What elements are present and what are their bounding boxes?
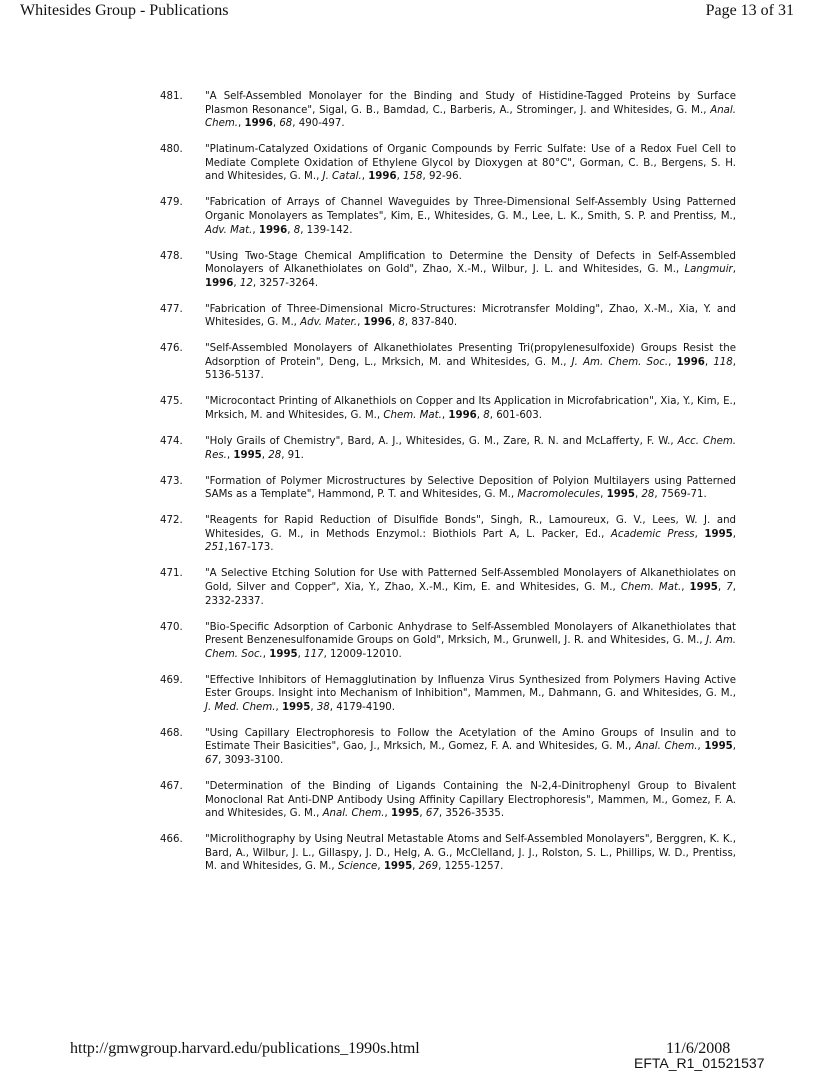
citation-text: , 2332-2337. (205, 581, 736, 607)
citation-text: "Holy Grails of Chemistry", Bard, A. J., Whitesides, G. M., Zare, R. N. and McLafferty, F. W., (205, 436, 678, 448)
document-id: EFTA_R1_01521537 (634, 1055, 765, 1071)
citation-italic-text: J. Am. Chem. Soc. (571, 356, 669, 368)
citation-year: 1995 (281, 701, 311, 713)
citation-text: "Using Capillary Electrophoresis to Follow the Acetylation of the Amino Groups of Insulin and to Estimate Their Basicities", Gao, J., Mrksich, M., Gomez, F. A. and Whitesides, G. M., (205, 727, 736, 753)
citation-italic-text: J. Am. Chem. Soc. (205, 635, 736, 660)
citation-text: , (694, 528, 705, 540)
citation-text: , (391, 317, 399, 329)
citation-italic-text: Adv. Mater. (300, 317, 358, 329)
entry-citation (205, 435, 736, 462)
citation-text: , 91. (281, 449, 304, 461)
entry-number: 473. (160, 475, 183, 487)
publication-entry (160, 514, 736, 555)
citation-text: , (668, 356, 677, 368)
entry-citation (205, 727, 736, 768)
citation-text: , (384, 808, 392, 820)
citation-text: "Microlithography by Using Neutral Metastable Atoms and Self-Assembled Monolayers", Berggren, K. K., Bard, A., Wilbur, J. L., Gillaspy, J. D., Helg, A. G., McClelland, J. J., Rolston, S. L., Phillips, W. D., Prentiss, M. and Whitesides, G. M., (205, 834, 736, 873)
citation-italic-text: 269 (418, 861, 439, 873)
entry-number: 479. (160, 197, 183, 209)
publication-entry (160, 90, 736, 131)
publication-entry (160, 621, 736, 662)
citation-text: , 139-142. (300, 224, 353, 236)
entry-number: 468. (160, 727, 183, 739)
citation-italic-text: Langmuir (684, 264, 733, 276)
citation-italic-text: J. Catal. (322, 171, 362, 183)
citation-year: 1996 (368, 171, 397, 183)
citation-italic-text: 28 (268, 449, 282, 461)
citation-text: , 1255-1257. (438, 861, 504, 873)
header-title: Whitesides Group - Publications (20, 2, 229, 19)
citation-text: , (272, 118, 280, 130)
citation-italic-text: 8 (293, 224, 301, 236)
citation-text: , (732, 264, 736, 276)
footer-url: http://gmwgroup.harvard.edu/publications_1990s.html (70, 1040, 420, 1057)
citation-text: "Platinum-Catalyzed Oxidations of Organic Compounds by Ferric Sulfate: Use of a Redox Fuel Cell to Mediate Complete Oxidation of Ethylene Glycol by Dioxygen at 80°C", Gorman, C. B., Bergens, S. H. and Whitesides, G. M., (205, 144, 736, 183)
citation-text: , 7569-71. (654, 489, 707, 501)
publication-entry (160, 475, 736, 502)
citation-text: , (377, 861, 384, 873)
citation-year: 1995 (233, 449, 262, 461)
citation-text: , 3093-3100. (217, 755, 284, 767)
citation-italic-text: Academic Press (610, 528, 695, 540)
entry-number: 480. (160, 144, 183, 156)
citation-text: , (704, 356, 714, 368)
citation-text: , (476, 410, 484, 422)
citation-text: , (732, 528, 737, 540)
publication-entry (160, 143, 736, 184)
publication-entry (160, 250, 736, 291)
citation-text: , (275, 701, 282, 713)
entry-number: 471. (160, 568, 183, 580)
publication-entry (160, 567, 736, 608)
citation-text: ,167-173. (224, 542, 274, 554)
citation-text: "Determination of the Binding of Ligands Containing the N-2,4-Dinitrophenyl Group to Bivalent Monoclonal Rat Anti-DNP Antibody Using Affinity Capillary Electrophoresis", Mammen, M., Gomez, F. A. and Whitesides, G. M., (205, 781, 736, 820)
citation-italic-text: 158 (403, 171, 423, 183)
citation-italic-text: Macromolecules (517, 489, 601, 501)
entry-citation (205, 475, 736, 502)
page-header (0, 2, 816, 24)
citation-text: , (361, 171, 369, 183)
entry-citation (205, 196, 736, 237)
citation-text: "Fabrication of Arrays of Channel Waveguides by Three-Dimensional Self-Assembly Using Patterned Organic Monolayers as Templates", Kim, E., Whitesides, G. M., Lee, L. K., Smith, S. P. and Prentiss, M., (205, 197, 736, 222)
citation-text: , (697, 741, 705, 753)
entry-number: 481. (160, 91, 183, 102)
page-footer (0, 1040, 816, 1070)
publication-entry (160, 395, 736, 422)
publication-entry (160, 435, 736, 462)
publication-entry (160, 780, 736, 821)
entry-citation (205, 342, 736, 383)
citation-text: , (412, 861, 419, 873)
citation-text: "A Self-Assembled Monolayer for the Binding and Study of Histidine-Tagged Proteins by Surface Plasmon Resonance", Sigal, G. B., Bamdad, C., Barberis, A., Strominger, J. and Whitesides, G. M., (205, 91, 736, 116)
entry-number: 478. (160, 250, 183, 262)
citation-text: , (233, 277, 240, 289)
citation-text: "Bio-Specific Adsorption of Carbonic Anhydrase to Self-Assembled Monolayers of Alkanethiolates that Present Benzenesulfonamide Groups on Gold", Mrksich, M., Grunwell, J. R. and Whitesides, G. M., (205, 621, 736, 647)
entry-citation (205, 514, 736, 555)
citation-text: , (252, 224, 259, 236)
citation-year: 1995 (269, 648, 298, 660)
page-number: Page 13 of 31 (705, 2, 794, 19)
citation-italic-text: 7 (726, 581, 733, 593)
entry-citation (205, 250, 736, 291)
citation-italic-text: Science (337, 861, 378, 873)
citation-text: , 837-840. (404, 317, 458, 329)
entry-citation (205, 674, 736, 715)
citation-text: , (310, 701, 317, 713)
citation-text: "Fabrication of Three-Dimensional Micro-Structures: Microtransfer Molding", Zhao, X.-M., Xia, Y. and Whitesides, G. M., (205, 303, 736, 329)
entry-number: 470. (160, 621, 183, 633)
citation-year: 1996 (244, 118, 273, 130)
citation-year: 1996 (205, 277, 234, 289)
citation-italic-text: 38 (316, 701, 330, 713)
entry-citation (205, 90, 736, 131)
entry-number: 469. (160, 674, 183, 686)
citation-text: , (600, 489, 607, 501)
entry-number: 476. (160, 343, 183, 355)
citation-italic-text: Anal. Chem. (322, 808, 385, 820)
entry-citation (205, 833, 736, 874)
entry-number: 477. (160, 303, 183, 315)
citation-italic-text: 251 (205, 542, 225, 554)
citation-text: , (634, 489, 642, 501)
citation-year: 1995 (689, 581, 718, 593)
publication-entry (160, 674, 736, 715)
citation-text: "Self-Assembled Monolayers of Alkanethiolates Presenting Tri(propylenesulfoxide) Groups Resist the Adsorption of Protein", Deng, L., Mrksich, M. and Whitesides, G. M., (205, 343, 736, 368)
citation-year: 1996 (676, 356, 705, 368)
citation-italic-text: Acc. Chem. Res. (205, 436, 736, 461)
citation-text: "Effective Inhibitors of Hemagglutination by Influenza Virus Synthesized from Polymers Having Active Ester Groups. Insight into Mechanism of Inhibition", Mammen, M., Dahmann, G. and Whitesides, G. M., (205, 674, 736, 700)
citation-text: , (396, 171, 404, 183)
citation-year: 1995 (383, 861, 413, 873)
citation-text: , (261, 449, 269, 461)
citation-italic-text: Anal. Chem. (635, 741, 698, 753)
citation-italic-text: Adv. Mat. (205, 224, 253, 236)
citation-italic-text: 12 (239, 277, 253, 289)
footer-date: 11/6/2008 (666, 1040, 731, 1057)
citation-italic-text: 67 (205, 755, 218, 767)
publication-entry (160, 727, 736, 768)
citation-text: "Microcontact Printing of Alkanethiols on Copper and Its Application in Microfabrication", Xia, Y., Kim, E., Mrksich, M. and Whitesides, G. M., (205, 396, 736, 422)
citation-year: 1995 (704, 528, 733, 540)
citation-text: , (357, 317, 364, 329)
citation-text: , 601-603. (489, 410, 542, 422)
citation-text: , 5136-5137. (205, 356, 737, 382)
publication-entry (160, 342, 736, 383)
citation-text: , (238, 118, 245, 130)
entry-citation (205, 143, 736, 184)
entry-number: 474. (160, 436, 183, 448)
citation-text: , (717, 581, 727, 593)
citation-italic-text: Chem. Mat. (383, 410, 442, 422)
publication-list (160, 90, 736, 886)
citation-italic-text: J. Med. Chem. (205, 701, 276, 713)
citation-text: "Formation of Polymer Microstructures by Selective Deposition of Polyion Multilayers using Patterned SAMs as a Template", Hammond, P. T. and Whitesides, G. M., (205, 475, 736, 501)
entry-number: 466. (160, 834, 183, 846)
citation-text: , 4179-4190. (329, 701, 396, 713)
citation-italic-text: 68 (279, 118, 293, 130)
citation-text: , 490-497. (292, 118, 345, 130)
citation-italic-text: 67 (425, 808, 439, 820)
citation-year: 1996 (363, 317, 392, 329)
citation-italic-text: 28 (641, 489, 655, 501)
publication-entry (160, 303, 736, 330)
citation-italic-text: Chem. Mat. (620, 581, 682, 593)
citation-text: "Reagents for Rapid Reduction of Disulfide Bonds", Singh, R., Lamoureux, G. V., Lees, W. J. and Whitesides, G. M., in Methods Enzymol.: Biothiols Part A, L. Packer, Ed., (205, 515, 736, 540)
entry-citation (205, 303, 736, 330)
citation-text: , (226, 449, 234, 461)
entry-number: 467. (160, 781, 183, 793)
citation-italic-text: 118 (713, 356, 733, 368)
citation-year: 1996 (258, 224, 288, 236)
citation-italic-text: Anal. Chem. (205, 104, 736, 130)
citation-text: "A Selective Etching Solution for Use with Patterned Self-Assembled Monolayers of Alkanethiolates on Gold, Silver and Copper", Xia, Y., Zhao, X.-M., Kim, E. and Whitesides, G. M., (205, 568, 736, 593)
citation-text: , (287, 224, 294, 236)
citation-text: , (441, 410, 449, 422)
citation-text: , 12009-12010. (323, 648, 402, 660)
citation-year: 1995 (391, 808, 420, 820)
citation-text: , 3257-3264. (252, 277, 319, 289)
citation-text: , (681, 581, 690, 593)
citation-text: "Using Two-Stage Chemical Amplification to Determine the Density of Defects in Self-Assembled Monolayers of Alkanethiolates on Gold", Zhao, X.-M., Wilbur, J. L. and Whitesides, G. M., (205, 250, 736, 276)
citation-italic-text: 117 (304, 648, 324, 660)
citation-year: 1995 (704, 741, 733, 753)
entry-citation (205, 621, 736, 662)
citation-text: , 3526-3535. (438, 808, 505, 820)
entry-number: 475. (160, 396, 183, 408)
citation-text: , (262, 648, 270, 660)
entry-citation (205, 567, 736, 608)
citation-italic-text: 8 (483, 410, 490, 422)
citation-text: , 92-96. (422, 171, 462, 183)
citation-text: , (419, 808, 426, 820)
citation-text: , (297, 648, 305, 660)
entry-citation (205, 395, 736, 422)
citation-year: 1996 (448, 410, 477, 422)
citation-text: , (732, 741, 736, 753)
entry-number: 472. (160, 515, 183, 527)
citation-year: 1995 (606, 489, 635, 501)
citation-italic-text: 8 (398, 317, 405, 329)
entry-citation (205, 780, 736, 821)
publication-entry (160, 833, 736, 874)
publication-entry (160, 196, 736, 237)
